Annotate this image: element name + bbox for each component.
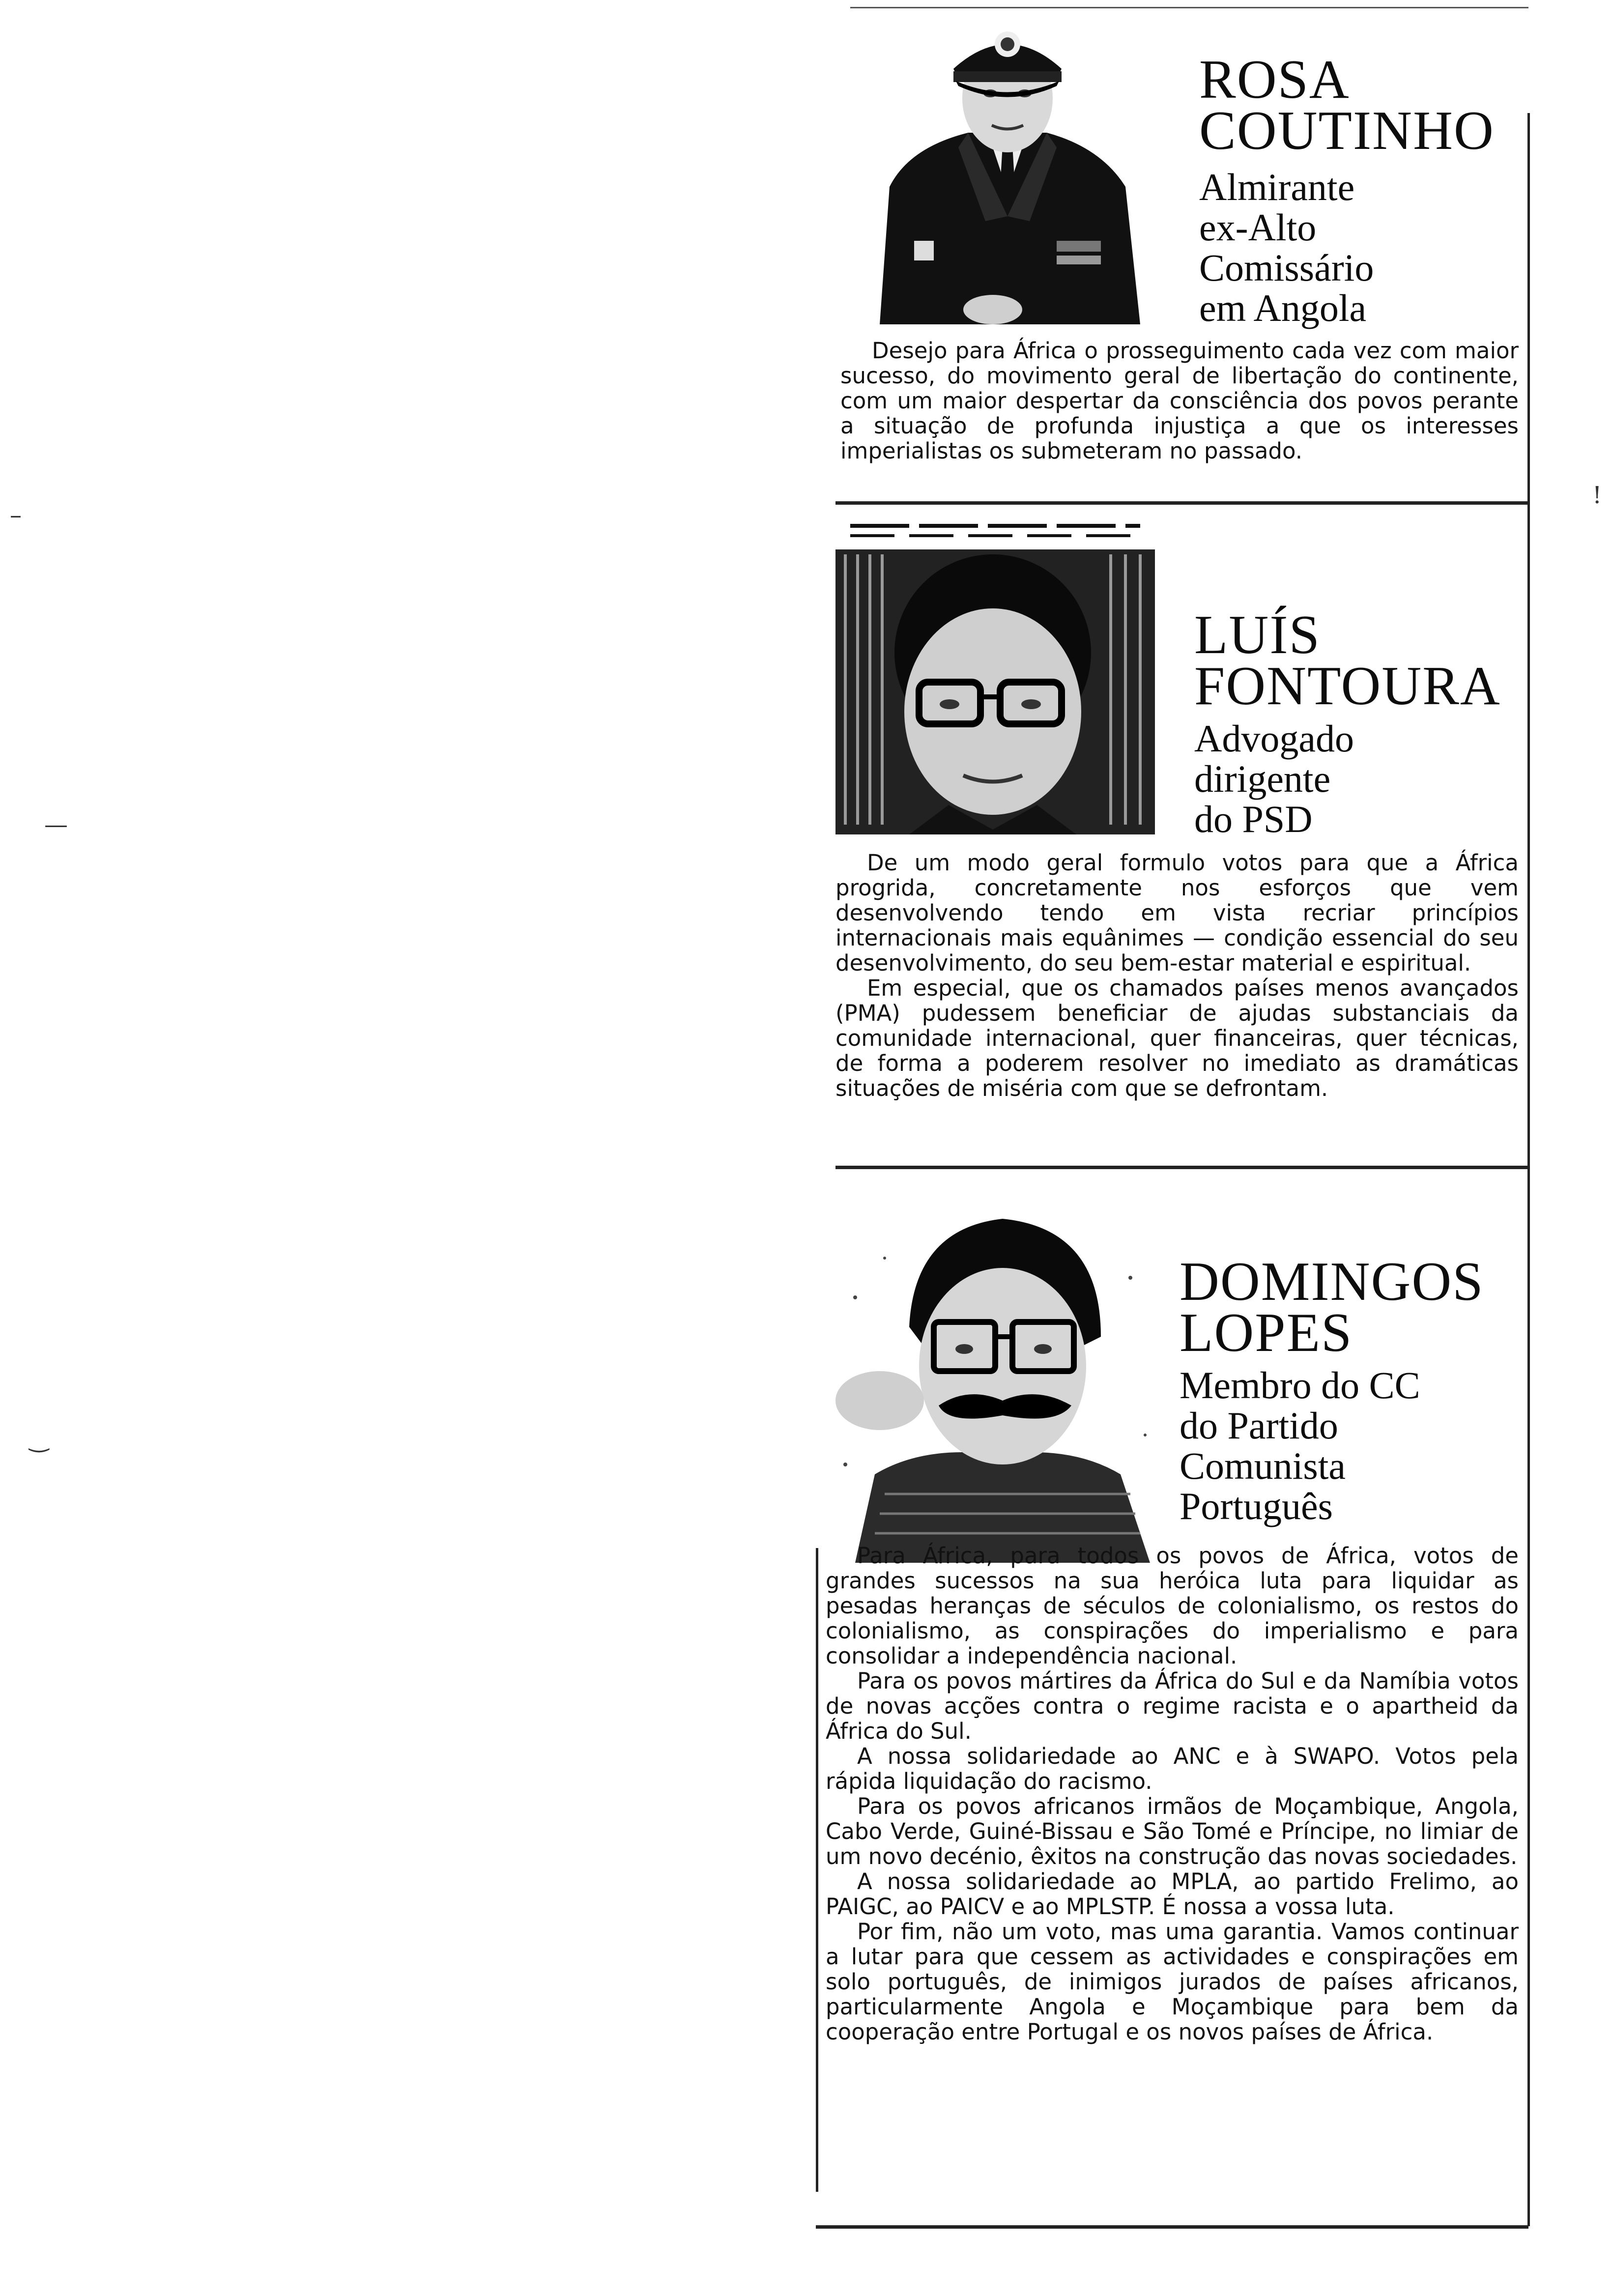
statement-text [840, 338, 1519, 463]
role-line: Português [1180, 1485, 1333, 1527]
scan-mark: – [10, 501, 22, 529]
role-line: do Partido [1180, 1404, 1338, 1447]
right-border-line [1527, 113, 1530, 2226]
name-line: LOPES [1180, 1302, 1353, 1363]
person-name [1199, 49, 1495, 161]
paragraph: Para os povos africanos irmãos de Moçambique, Angola, Cabo Verde, Guiné-Bissau e São Tomé e Príncipe, no limiar de um novo decénio, êxitos na construção das novas sociedades. [826, 1793, 1519, 1869]
person-name [1180, 1251, 1484, 1363]
person-role [1180, 1365, 1420, 1526]
role-line: em Angola [1199, 287, 1367, 329]
scan-mark: ‿ [29, 1425, 49, 1453]
name-line: FONTOURA [1194, 656, 1501, 717]
bottom-border-line [816, 2225, 1528, 2229]
paragraph: Para África, para todos os povos de África, votos de grandes sucessos na sua heróica luta para liquidar as pesadas heranças de séculos de colonialismo, os restos do colonialismo, as conspirações do imperialismo e para consolidar a independência nacional. [826, 1543, 1519, 1669]
person-name [1194, 604, 1501, 717]
paragraph: Desejo para África o prosseguimento cada vez com maior sucesso, do movimento geral de libertação do continente, com um maior despertar da consciência dos povos perante a situação de profunda injustiça a que os interesses imperialistas os submeteram no passado. [840, 338, 1519, 464]
paragraph: Por fim, não um voto, mas uma garantia. Vamos continuar a lutar para que cessem as actividades e conspirações em solo português, de inimigos jurados de países africanos, particularmente Angola e Moçambique para bem da cooperação entre Portugal e os novos países de África. [826, 1919, 1519, 2045]
role-line: Comunista [1180, 1444, 1346, 1487]
section-divider-1 [835, 501, 1528, 505]
portrait-photo-luis-fontoura [835, 520, 1155, 834]
role-line: Comissário [1199, 246, 1374, 289]
role-line: ex-Alto [1199, 206, 1317, 249]
role-line: Advogado [1194, 717, 1354, 760]
portrait-photo-rosa-coutinho [870, 10, 1145, 324]
paragraph: Para os povos mártires da África do Sul e da Namíbia votos de novas acções contra o regime racista e o apartheid da África do Sul. [826, 1668, 1519, 1744]
name-line: DOMINGOS [1180, 1251, 1484, 1312]
scan-mark: — [44, 811, 68, 838]
top-border-line [850, 7, 1528, 8]
name-line: LUÍS [1194, 604, 1321, 665]
paragraph: Em especial, que os chamados países menos avançados (PMA) pudessem beneficiar de ajudas substanciais da comunidade internacional, quer financeiras, quer técnicas, de forma a poderem resolver no imediato as dramáticas situações de miséria com que se defrontam. [835, 975, 1519, 1101]
person-role [1199, 167, 1374, 328]
paragraph: De um modo geral formulo votos para que a África progrida, concretamente nos esforços que vem desenvolvendo tendo em vista recriar princípios internacionais mais equânimes — condição essencial do seu desenvolvimento, do seu bem-estar material e espiritual. [835, 850, 1519, 976]
scan-mark: ! [1592, 482, 1602, 509]
paragraph: A nossa solidariedade ao MPLA, ao partido Frelimo, ao PAIGC, ao PAICV e ao MPLSTP. É nossa a vossa luta. [826, 1868, 1519, 1920]
section-divider-2 [835, 1166, 1528, 1169]
portrait-photo-domingos-lopes [826, 1199, 1170, 1563]
name-line: COUTINHO [1199, 100, 1495, 161]
role-line: do PSD [1194, 798, 1313, 840]
role-line: dirigente [1194, 757, 1331, 800]
person-role [1194, 718, 1354, 839]
name-line: ROSA [1199, 49, 1350, 110]
role-line: Membro do CC [1180, 1364, 1420, 1406]
role-line: Almirante [1199, 166, 1355, 208]
statement-text [835, 850, 1519, 1101]
paragraph: A nossa solidariedade ao ANC e à SWAPO. Votos pela rápida liquidação do racismo. [826, 1743, 1519, 1794]
statement-text [826, 1543, 1519, 2044]
left-border-line [816, 1548, 818, 2192]
